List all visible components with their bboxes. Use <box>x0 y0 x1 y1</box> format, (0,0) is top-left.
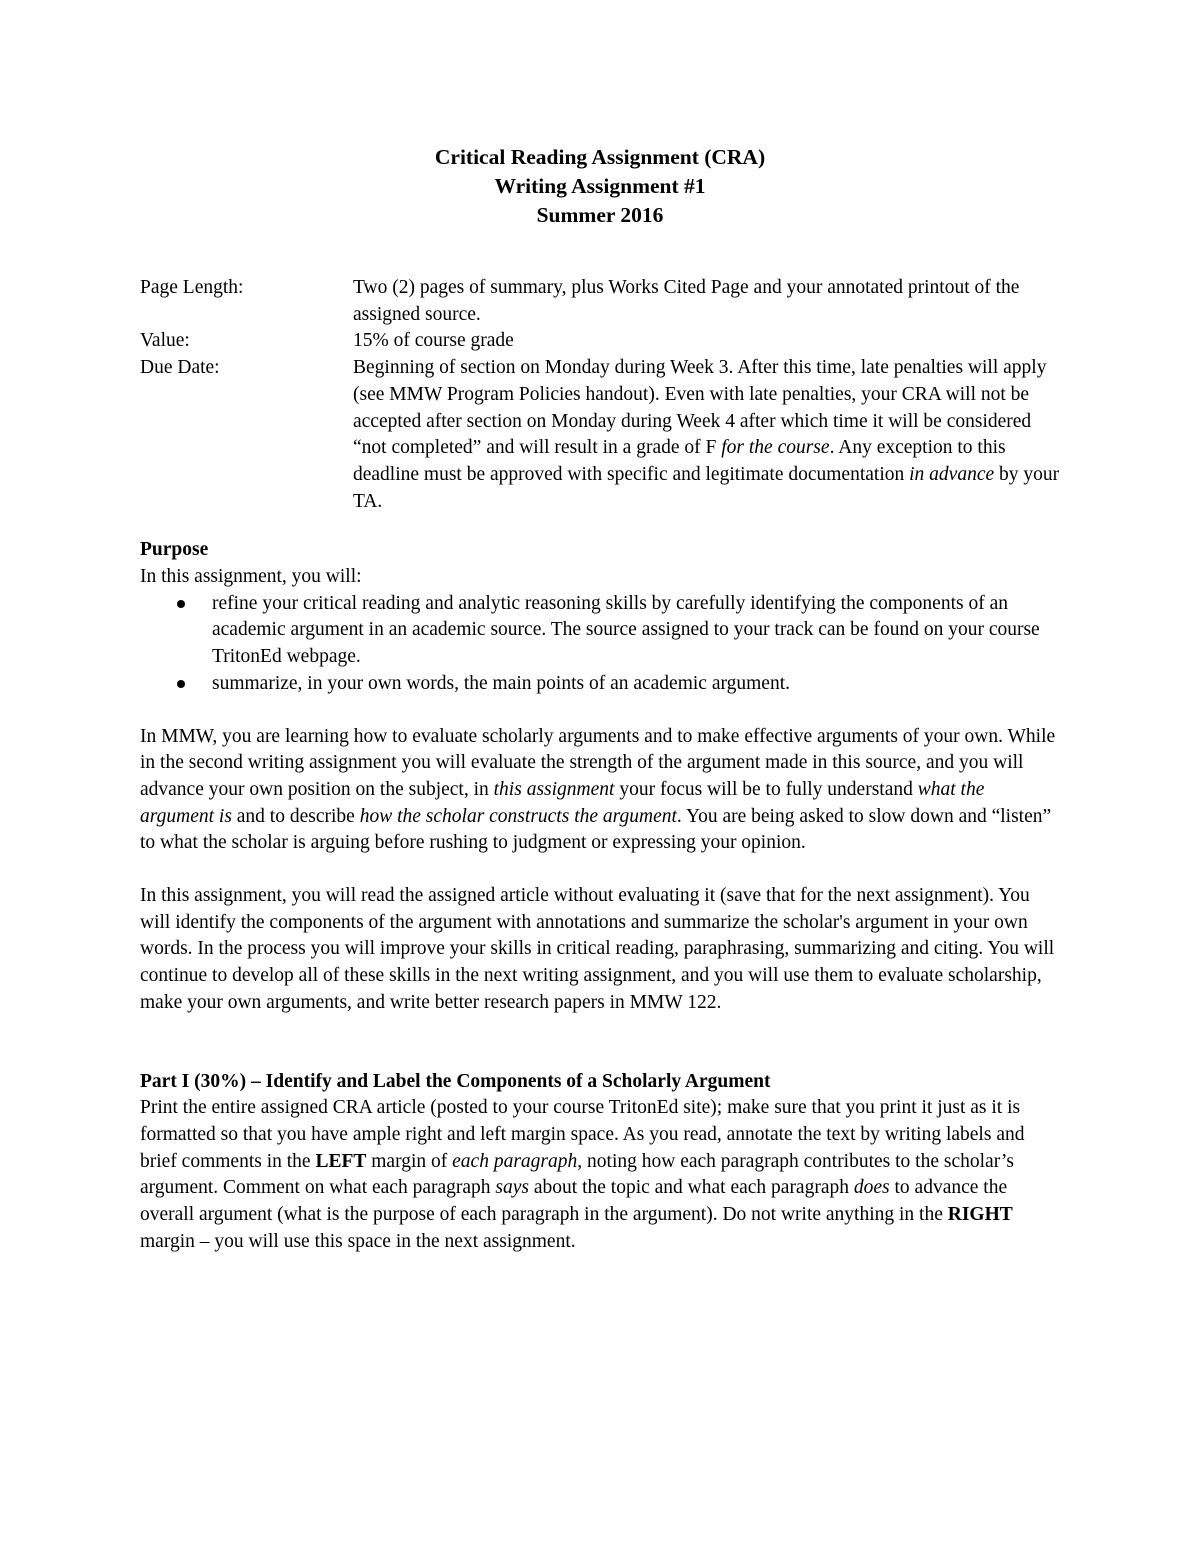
value-row <box>140 328 1060 355</box>
assignment-details <box>140 275 1060 515</box>
page-length-label: Page Length: <box>140 277 244 298</box>
bullet-icon <box>177 600 185 608</box>
title-line-3: Summer 2016 <box>536 203 664 227</box>
purpose-heading: Purpose <box>140 539 209 561</box>
due-date-value: Beginning of section on Monday during Week 3. After this time, late penalties will apply (see MMW Program Policies handout). Even with late penalties, your CRA will not be accepted after section on Monday during Week 4 after which time it will be considered “not completed” and will result in a grade of F for the course. Any exception to this deadline must be approved with specific and legitimate documentation in advance by your TA. <box>353 357 1060 512</box>
list-item: summarize, in your own words, the main points of an academic argument. <box>140 671 1060 698</box>
purpose-bullet-list <box>140 591 1060 698</box>
document-title <box>140 143 1060 230</box>
title-line-1: Critical Reading Assignment (CRA) <box>434 145 766 169</box>
page-length-row <box>140 275 1060 328</box>
purpose-paragraph-2: In this assignment, you will read the assigned article without evaluating it (save that for the next assignment). You will identify the components of the argument with annotations and summarize the scholar's argument in your own words. In the process you will improve your skills in critical reading, paraphrasing, summarizing and citing. You will continue to develop all of these skills in the next writing assignment, and you will use them to evaluate scholarship, make your own arguments, and write better research papers in MMW 122. <box>140 885 1055 1013</box>
emphasis-for-the-course: for the course <box>721 437 830 459</box>
title-line-2: Writing Assignment #1 <box>494 174 706 198</box>
value-value: 15% of course grade <box>353 330 514 352</box>
purpose-section <box>140 537 1060 1016</box>
purpose-paragraph-1: In MMW, you are learning how to evaluate scholarly arguments and to make effective arguments of your own. While in the second writing assignment you will evaluate the strength of the argument made in this source, and you will advance your own position on the subject, in this assignment your focus will be to fully understand what the argument is and to describe how the scholar constructs the argument. You are being asked to slow down and “listen” to what the scholar is arguing before rushing to judgment or expressing your opinion. <box>140 725 1056 854</box>
list-item: refine your critical reading and analytic reasoning skills by carefully identifying the components of an academic argument in an academic source. The source assigned to your track can be found on your course TritonEd webpage. <box>140 591 1060 671</box>
page-length-value: Two (2) pages of summary, plus Works Cited Page and your annotated printout of the assigned source. <box>353 277 1020 325</box>
emphasis-in-advance: in advance <box>909 463 995 485</box>
purpose-intro: In this assignment, you will: <box>140 566 362 588</box>
due-date-label: Due Date: <box>140 357 220 379</box>
bullet-icon <box>177 680 185 688</box>
part-1-body: Print the entire assigned CRA article (posted to your course TritonEd site); make sure that you print it just as it is formatted so that you have ample right and left margin space. As you read, annotate the text by writing labels and brief comments in the LEFT margin of each paragraph, noting how each paragraph contributes to the scholar’s argument. Comment on what each paragraph says about the topic and what each paragraph does to advance the overall argument (what is the purpose of each paragraph in the argument). Do not write anything in the RIGHT margin – you will use this space in the next assignment. <box>140 1097 1025 1252</box>
part-1-section <box>140 1069 1060 1256</box>
document-page <box>140 143 1060 1256</box>
value-label: Value: <box>140 330 190 352</box>
due-date-row <box>140 355 1060 515</box>
part-1-heading: Part I (30%) – Identify and Label the Components of a Scholarly Argument <box>140 1070 771 1092</box>
